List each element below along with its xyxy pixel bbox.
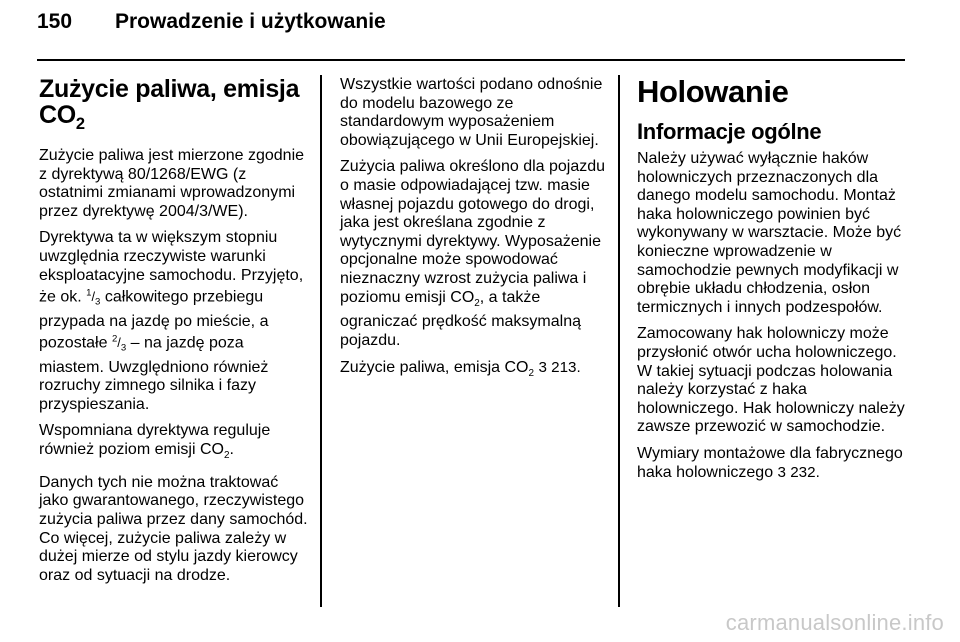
paragraph: Zużycie paliwa jest mierzone zgodnie z dyrektywą 80/1268/EWG (z ostatnimi zmianami wprowadzonymi przez dyrektywę 2004/3/WE). bbox=[39, 147, 305, 220]
page-header bbox=[37, 10, 907, 50]
column-2 bbox=[340, 76, 606, 391]
paragraph: Wszystkie wartości podano odnośnie do modelu bazowego ze standardowym wyposażeniem obowiązującego w Unii Europejskiej. bbox=[340, 76, 603, 149]
running-title: Prowadzenie i użytkowanie bbox=[115, 10, 386, 33]
page-reference-link[interactable]: 3 232. bbox=[777, 463, 820, 481]
paragraph: Zużycia paliwa określono dla pojazdu o masie odpowiadającej tzw. masie własnej pojazdu gotowego do drogi, jaka jest określana zgodnie z wytycznymi dyrektywy. Wyposażenie opcjonalne może spowodować nieznaczny wzrost zużycia paliwa i poziomu emisji $CO_2$, a także ograniczać prędkość maksymalną pojazdu. bbox=[340, 158, 606, 349]
column-divider-2 bbox=[618, 75, 620, 607]
paragraph: Należy używać wyłącznie haków holowniczych przeznaczonych dla danego modelu samochodu. Montaż haka holowniczego powinien być wykonywany w warsztacie. Może być konieczne wprowadzenie w samochodzie pewnych modyfikacji w obrębie układu chłodzenia, osłon termicznych i innych podzespołów. bbox=[637, 150, 902, 316]
header-rule bbox=[37, 59, 905, 61]
page-number: 150 bbox=[37, 10, 73, 33]
column-3 bbox=[637, 76, 909, 490]
paragraph: Dyrektywa ta w większym stopniu uwzględnia rzeczywiste warunki eksploatacyjne samochodu. Przyjęto, że ok. $^1/_3$ całkowitego przebiegu przypada na jazdę po mieście, a pozostałe $^2/_3$ – na jazdę poza miastem. Uwzględniono również rozruchy zimnego silnika i fazy przyspieszania. bbox=[39, 229, 304, 413]
chapter-heading-towing: Holowanie bbox=[637, 74, 789, 109]
section-heading-general-info: Informacje ogólne bbox=[637, 119, 822, 144]
column-divider-1 bbox=[320, 75, 322, 607]
watermark: carmanualsonline.info bbox=[725, 610, 944, 635]
arrow-reference-icon: 3 bbox=[777, 463, 786, 481]
arrow-reference-icon: 3 bbox=[538, 358, 547, 376]
paragraph: Wspomniana dyrektywa reguluje również poziom emisji $CO_2$. bbox=[39, 422, 271, 462]
section-heading-fuel-consumption: Zużycie paliwa, emisja $CO_2$ bbox=[39, 75, 300, 133]
column-1 bbox=[39, 76, 311, 593]
paragraph: Danych tych nie można traktować jako gwarantowanego, rzeczywistego zużycia paliwa przez dany samochód. Co więcej, zużycie paliwa zależy w dużej mierze od stylu jazdy kierowcy oraz od sytuacji na drodze. bbox=[39, 473, 308, 584]
paragraph: Zużycie paliwa, emisja $CO_2$ 3 213. bbox=[340, 358, 581, 379]
paragraph: Wymiary montażowe dla fabrycznego haka holowniczego 3 232. bbox=[637, 444, 903, 481]
page-reference-link[interactable]: 3 213. bbox=[538, 358, 581, 376]
fraction-one-third: $^1/_3$ bbox=[86, 288, 101, 308]
paragraph: Zamocowany hak holowniczy może przysłonić otwór ucha holowniczego. W takiej sytuacji podczas holowania należy korzystać z haka holowniczego. Hak holowniczy należy zawsze przewozić w samochodzie. bbox=[637, 325, 905, 436]
fraction-two-thirds: $^2/_3$ bbox=[111, 334, 127, 354]
